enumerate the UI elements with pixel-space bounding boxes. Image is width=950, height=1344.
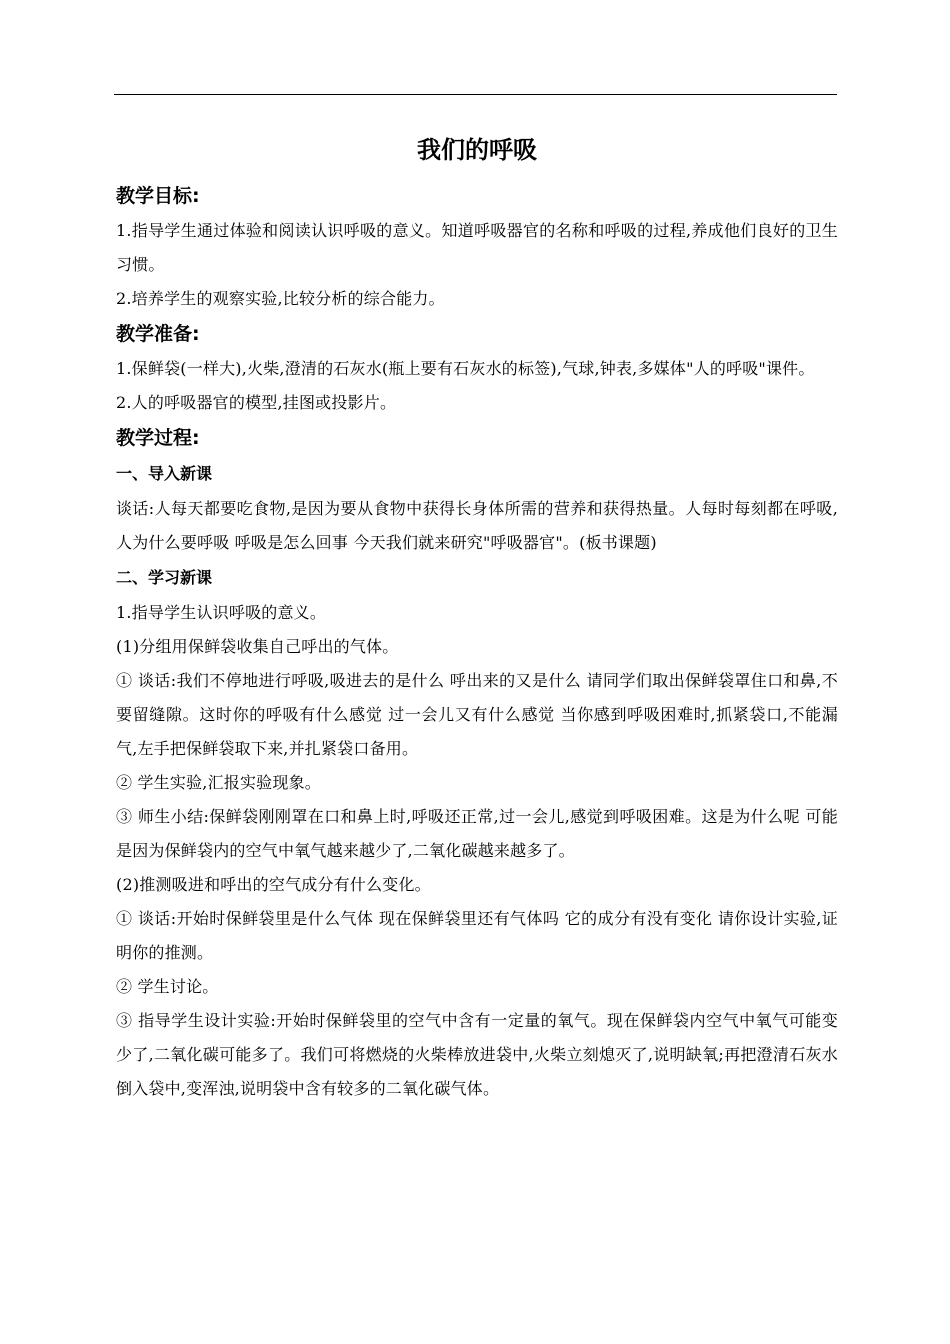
intro-heading: 一、导入新课: [116, 464, 213, 483]
learn-item-3: ① 谈话:我们不停地进行呼吸,吸进去的是什么 呼出来的又是什么 请同学们取出保鲜袋罩住口和鼻,不要留缝隙。这时你的呼吸有什么感觉 过一会儿又有什么感觉 当你感到呼吸困难时,抓紧袋口,不能漏气,左手把保鲜袋取下来,并扎紧袋口备用。: [116, 671, 838, 758]
document-body: [116, 128, 838, 1106]
learn-item-7: ① 谈话:开始时保鲜袋里是什么气体 现在保鲜袋里还有气体吗 它的成分有没有变化 请你设计实验,证明你的推测。: [116, 909, 838, 962]
learn-item-1: 1.指导学生认识呼吸的意义。: [116, 603, 327, 622]
learn-item-2: (1)分组用保鲜袋收集自己呼出的气体。: [116, 637, 399, 656]
preparation-item-1: 1.保鲜袋(一样大),火柴,澄清的石灰水(瓶上要有石灰水的标签),气球,钟表,多媒体"人的呼吸"课件。: [116, 359, 815, 378]
learn-item-4: ② 学生实验,汇报实验现象。: [116, 773, 321, 792]
document-title: 我们的呼吸: [417, 136, 537, 164]
learn-item-9: ③ 指导学生设计实验:开始时保鲜袋里的空气中含有一定量的氧气。现在保鲜袋内空气中氧气可能变少了,二氧化碳可能多了。我们可将燃烧的火柴棒放进袋中,火柴立刻熄灭了,说明缺氧;再把澄清石灰水倒入袋中,变浑浊,说明袋中含有较多的二氧化碳气体。: [116, 1011, 838, 1098]
header-rule: [114, 94, 837, 95]
learn-item-5: ③ 师生小结:保鲜袋刚刚罩在口和鼻上时,呼吸还正常,过一会儿,感觉到呼吸困难。这是为什么呢 可能是因为保鲜袋内的空气中氧气越来越少了,二氧化碳越来越多了。: [116, 807, 838, 860]
goals-heading: 教学目标:: [116, 185, 200, 207]
preparation-item-2: 2.人的呼吸器官的模型,挂图或投影片。: [116, 393, 397, 412]
learn-item-6: (2)推测吸进和呼出的空气成分有什么变化。: [116, 875, 431, 894]
intro-text: 谈话:人每天都要吃食物,是因为要从食物中获得长身体所需的营养和获得热量。人每时每刻都在呼吸,人为什么要呼吸 呼吸是怎么回事 今天我们就来研究"呼吸器官"。(板书课题): [116, 499, 838, 552]
learn-item-8: ② 学生讨论。: [116, 977, 219, 996]
process-heading: 教学过程:: [116, 427, 200, 449]
preparation-heading: 教学准备:: [116, 323, 200, 345]
goals-item-1: 1.指导学生通过体验和阅读认识呼吸的意义。知道呼吸器官的名称和呼吸的过程,养成他们良好的卫生习惯。: [116, 221, 838, 274]
learn-heading: 二、学习新课: [116, 568, 213, 587]
goals-item-2: 2.培养学生的观察实验,比较分析的综合能力。: [116, 289, 445, 308]
